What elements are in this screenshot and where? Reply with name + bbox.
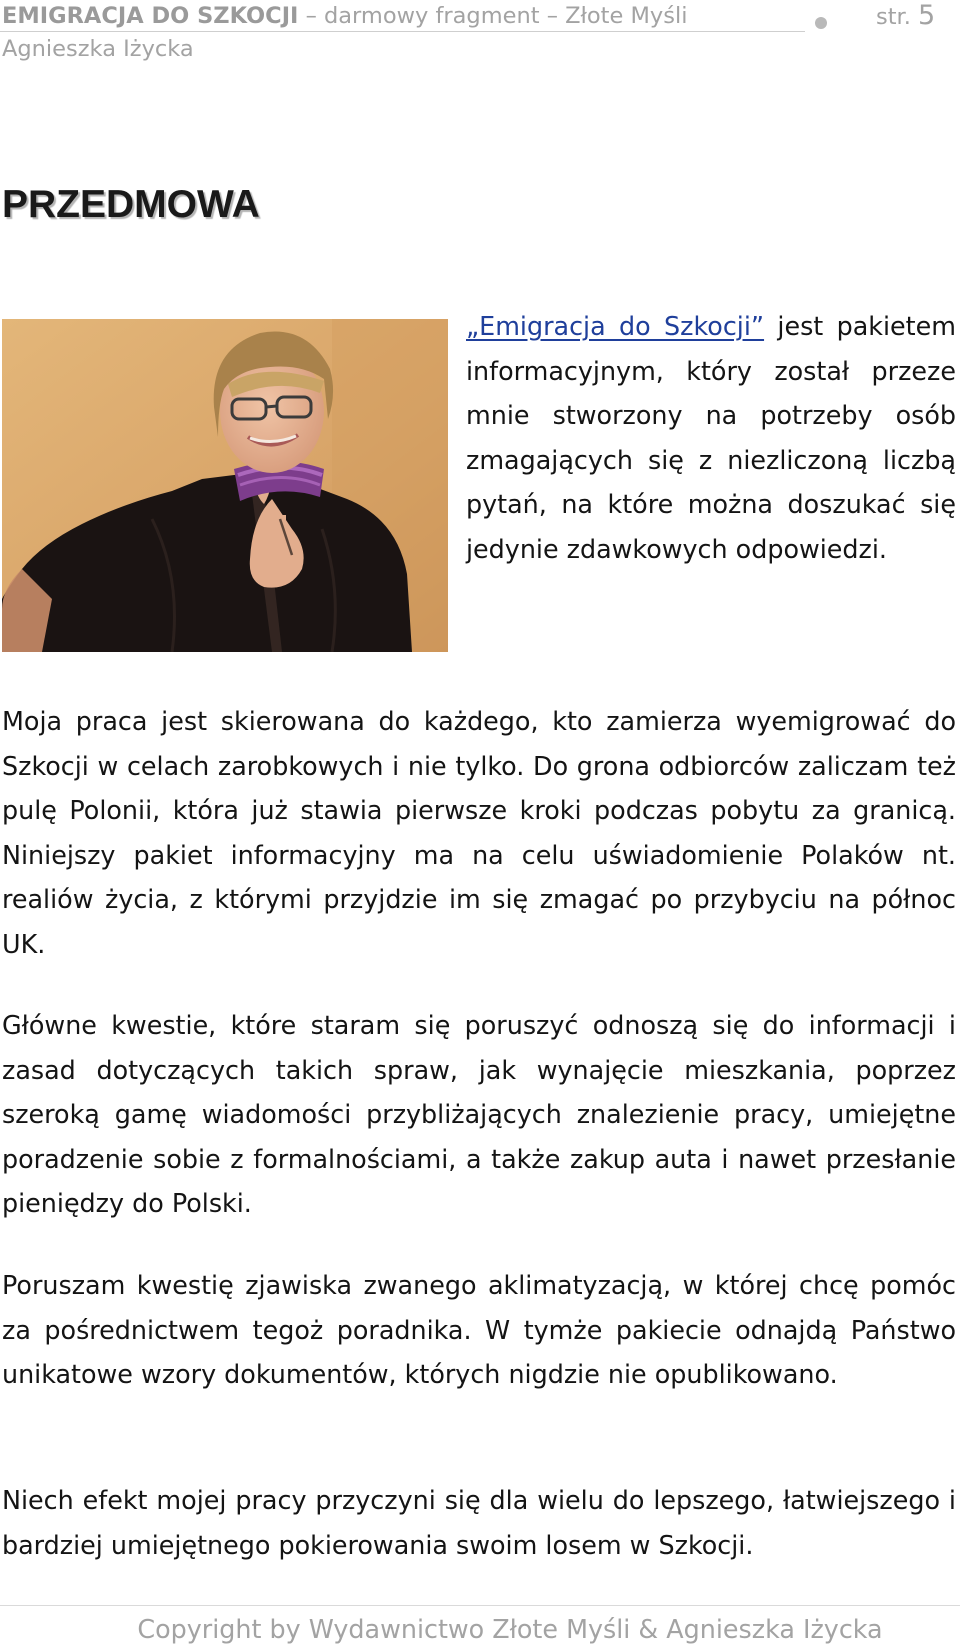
header-rule [0,31,805,32]
page-label: str. [876,4,919,30]
paragraph: Poruszam kwestię zjawiska zwanego aklimatyzacją, w której chcę pomóc za pośrednictwem tegoż poradnika. W tymże pakiecie odnajdą Państwo unikatowe wzory dokumentów, których nigdzie nie opublikowano. [2,1270,956,1390]
book-title-link[interactable]: „Emigracja do Szkocji” [466,311,765,341]
book-title: EMIGRACJA DO SZKOCJI [2,3,299,29]
paragraph: Moja praca jest skierowana do każdego, kto zamierza wyemigrować do Szkocji w celach zarobkowych i nie tylko. Do grona odbiorców zaliczam też pulę Polonii, która już stawia pierwsze kroki podczas pobytu za granicą. Niniejszy pakiet informacyjny ma na celu uświadomienie Polaków nt. realiów życia, z którymi przyjdzie im się zmagać po przybyciu na północ UK. [2,706,956,959]
header-subtitle: – darmowy fragment – Złote Myśli [298,3,688,29]
author-portrait-image [2,319,448,652]
header-author: Agnieszka Iżycka [2,36,194,62]
paragraph: Niech efekt mojej pracy przyczyni się dla wielu do lepszego, łatwiejszego i bardziej umiejętnego pokierowania swoim losem w Szkocji. [2,1485,956,1560]
author-photo [2,319,448,652]
footer-copyright: Copyright by Wydawnictwo Złote Myśli & Agnieszka Iżycka [137,1614,883,1644]
intro-text: jest pakietem informacyjnym, który został przeze mnie stworzony na potrzeby osób zmagających się z niezliczoną liczbą pytań, na które można doszukać się jedynie zdawkowych odpowiedzi. [466,311,956,564]
page-number: 5 [918,0,936,31]
paragraph: Główne kwestie, które staram się poruszyć odnoszą się do informacji i zasad dotyczących takich spraw, jak wynajęcie mieszkania, poprzez szeroką gamę wiadomości przybliżających znalezienie pracy, umiejętne poradzenie sobie z formalnościami, a także zakup auta i nawet przesłanie pieniędzy do Polski. [2,1010,956,1219]
page-header [0,0,960,70]
header-title [2,2,687,30]
footer-rule [0,1605,960,1606]
header-bullet-icon [815,17,827,29]
page-indicator [876,2,935,31]
intro-paragraph [466,304,956,572]
page-title: PRZEDMOWA [2,183,260,226]
